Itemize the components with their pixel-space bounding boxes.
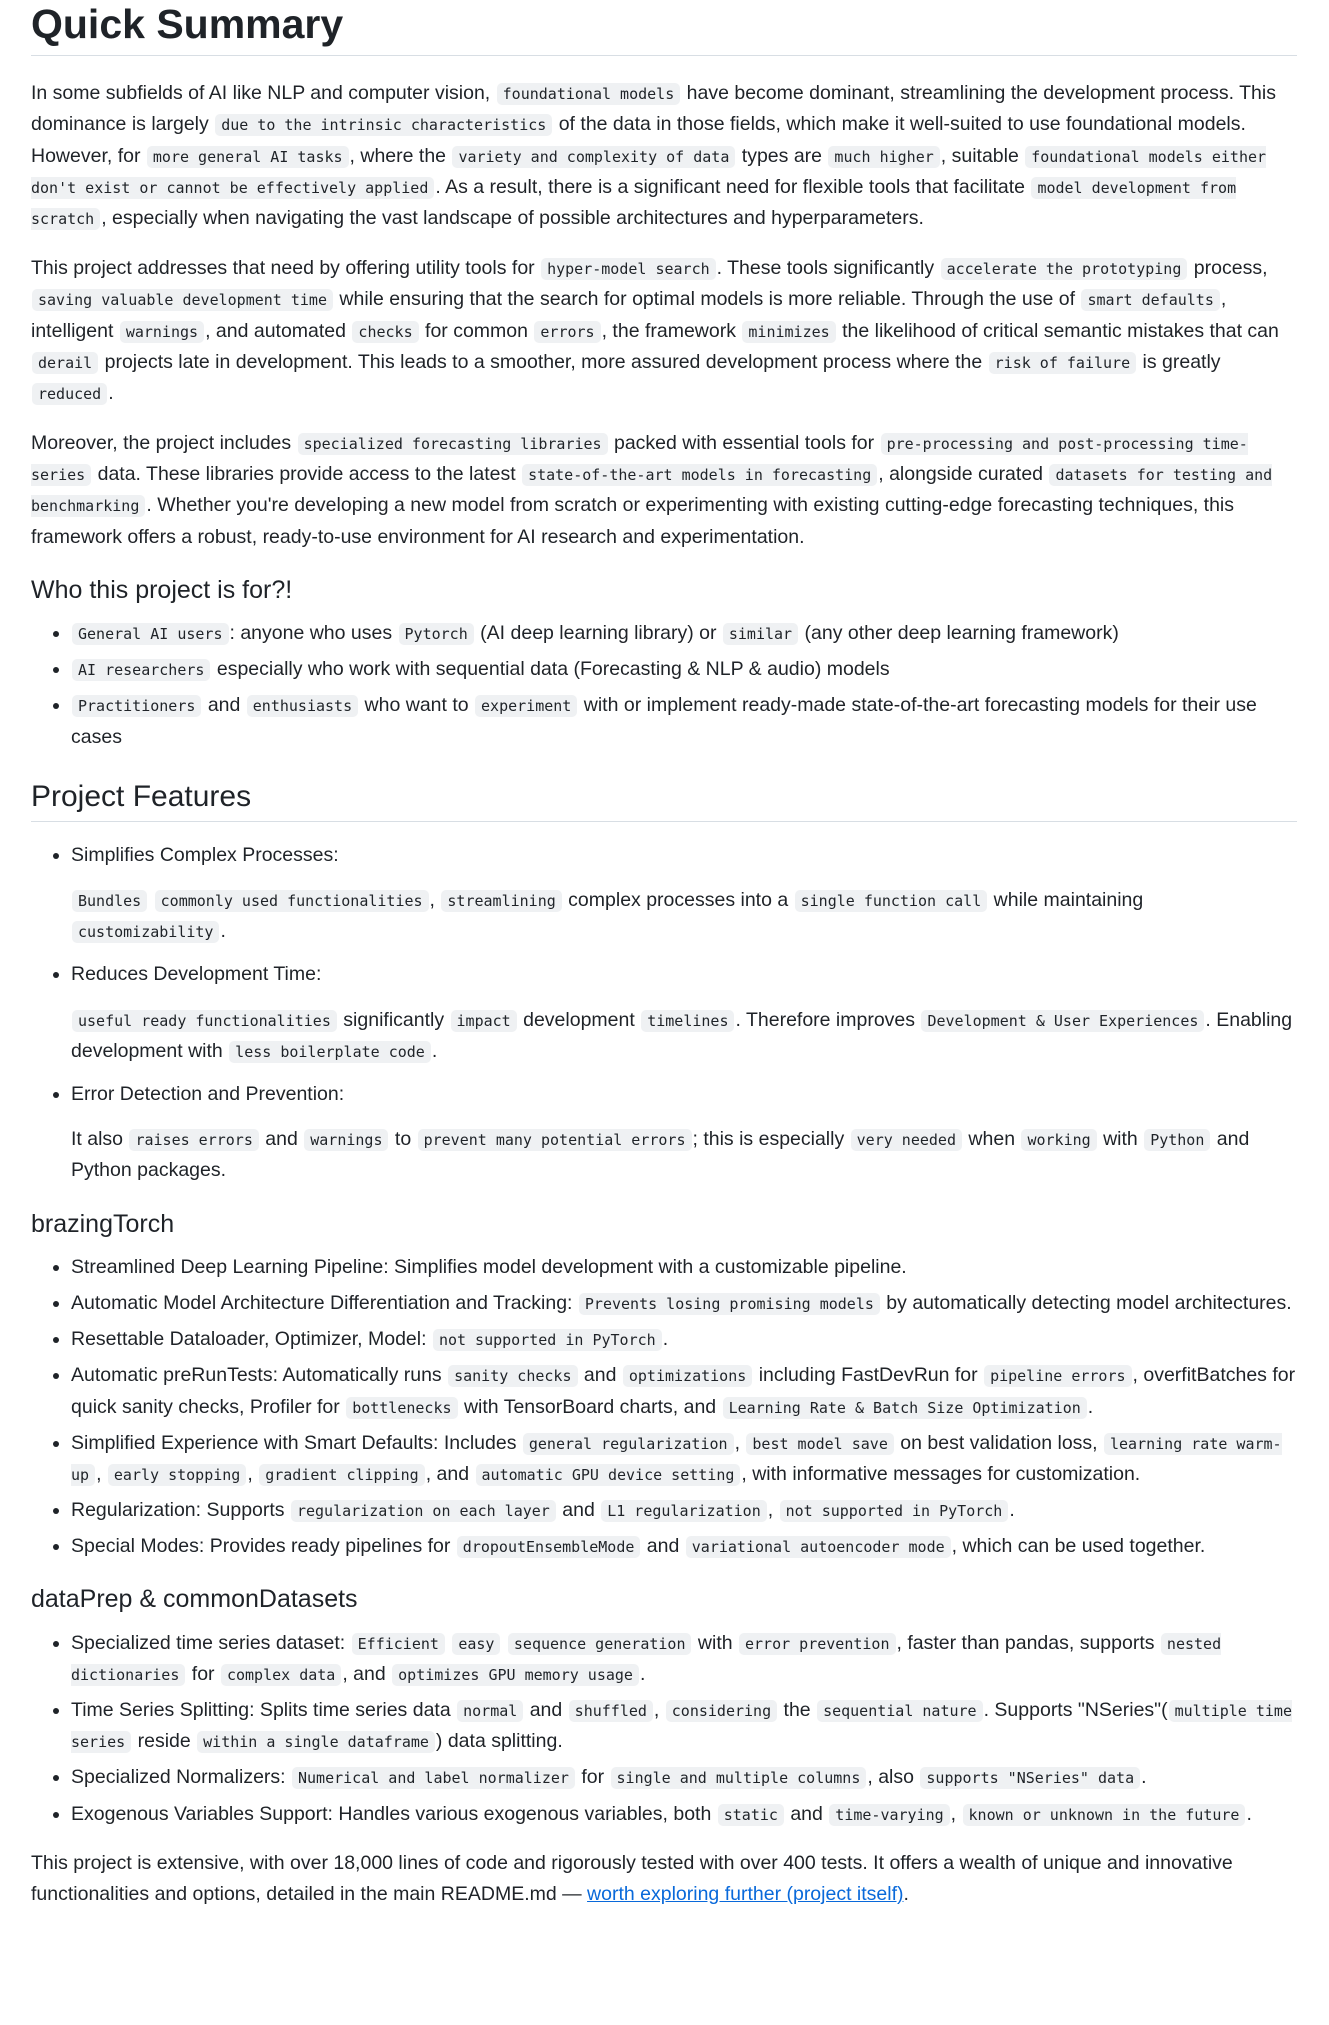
feature-description (71, 1124, 1297, 1186)
inline-code: similar (723, 623, 798, 645)
bold-label: Exogenous Variables Support: (71, 1802, 333, 1825)
text-run: who want to (359, 694, 475, 717)
inline-code: accelerate the prototyping (941, 258, 1188, 280)
text-run: , where the (349, 144, 452, 167)
text-run (286, 1766, 291, 1788)
bold-label: Special Modes: (71, 1535, 205, 1558)
inline-code: commonly used functionalities (155, 890, 429, 912)
text-run: for (575, 1766, 610, 1789)
text-run: ) data splitting. (435, 1730, 563, 1753)
inline-code: raises errors (129, 1129, 258, 1151)
inline-code: Numerical and label normalizer (292, 1767, 575, 1789)
text-run: with or implement ready-made state-of-the-art forecasting models for their use cases (71, 694, 1257, 748)
inline-code: checks (352, 321, 418, 343)
inline-code: state-of-the-art models in forecasting (522, 464, 877, 486)
inline-code: easy (452, 1633, 500, 1655)
brazingtorch-heading: brazingTorch (31, 1209, 175, 1238)
text-run: while ensuring that the search for optimal models is more reliable. Through the use of (333, 288, 1081, 311)
text-run: to (389, 1128, 417, 1151)
brazingtorch-list (31, 1252, 1297, 1563)
inline-code: useful ready functionalities (72, 1010, 337, 1032)
dataprep-list (31, 1628, 1297, 1830)
bold-label: Streamlined Deep Learning Pipeline: (71, 1255, 389, 1278)
text-run: when (963, 1128, 1021, 1151)
text-run (148, 889, 153, 911)
feature-item (71, 959, 1297, 1067)
inline-code: shuffled (569, 1700, 653, 1722)
inline-code: time-varying (829, 1804, 949, 1826)
feature-title: • Reduces Development Time: (71, 963, 322, 986)
inline-code: single function call (795, 890, 988, 912)
inline-code: very needed (851, 1129, 962, 1151)
who-for-heading: Who this project is for?! (31, 575, 293, 604)
text-run: . As a result, there is a significant need for flexible tools that facilitate (435, 175, 1031, 198)
inline-code: early stopping (108, 1464, 246, 1486)
text-run: , and (342, 1662, 392, 1685)
quick-summary-heading: Quick Summary (31, 0, 1297, 56)
inline-code: sequential nature (817, 1700, 983, 1722)
inline-code: not supported in PyTorch (433, 1329, 662, 1351)
text-run: Splits time series data (254, 1699, 457, 1722)
inline-code: specialized forecasting libraries (298, 433, 608, 455)
text-run: Supports (201, 1499, 290, 1522)
inline-code: multiple time series (71, 1702, 1292, 1752)
text-run: process, (1188, 257, 1268, 280)
inline-code: pre-processing and post-processing time-series (31, 435, 1248, 485)
text-run: types are (736, 144, 828, 167)
inline-code: enthusiasts (247, 695, 358, 717)
inline-code: experiment (475, 695, 577, 717)
text-run: . (220, 920, 226, 943)
brazingtorch-item (71, 1495, 1297, 1526)
text-run: of the data in those fields, which make it well-suited to use foundational models. However, for (31, 113, 1246, 167)
inline-code: streamlining (441, 890, 561, 912)
inline-code: supports "NSeries" data (920, 1767, 1140, 1789)
text-run: , (767, 1499, 779, 1522)
text-run: , with informative messages for customization. (741, 1462, 1141, 1485)
inline-code: gradient clipping (259, 1464, 425, 1486)
text-run: , which can be used together. (951, 1535, 1206, 1558)
dataprep-item (71, 1762, 1297, 1793)
feature-title: • Error Detection and Prevention: (71, 1082, 345, 1105)
text-run: : anyone who uses (229, 622, 398, 645)
text-run: for common (419, 319, 534, 342)
feature-description (71, 885, 1297, 947)
text-run: . Supports "NSeries"( (983, 1699, 1168, 1722)
inline-code: regularization on each layer (291, 1500, 556, 1522)
inline-code: warnings (120, 321, 204, 343)
bold-label: Simplified Experience with Smart Defaults: (71, 1431, 439, 1454)
inline-code: Pytorch (399, 623, 474, 645)
inline-code: automatic GPU device setting (476, 1464, 741, 1486)
bold-label: Automatic Model Architecture Differentiation and Tracking: (71, 1291, 573, 1314)
inline-code: much higher (828, 146, 939, 168)
text-run: and Python packages. (71, 1128, 1250, 1182)
bold-label: Time Series Splitting: (71, 1699, 255, 1722)
text-run: for (186, 1662, 220, 1685)
summary-paragraph-1 (31, 78, 1297, 234)
text-run: It also (71, 1128, 129, 1151)
text-run: , (96, 1462, 107, 1485)
text-run: , (950, 1802, 962, 1825)
text-run: . (1087, 1395, 1094, 1418)
text-run: , alongside curated (878, 463, 1049, 486)
inline-code: considering (666, 1700, 777, 1722)
features-list (31, 840, 1297, 1187)
text-run: complex processes into a (562, 889, 794, 911)
inline-code: Bundles (72, 890, 147, 912)
dataprep-item (71, 1799, 1297, 1830)
text-run: projects late in development. This leads to a smoother, more assured development process where the (99, 350, 988, 373)
text-run: significantly (337, 1008, 450, 1031)
inline-code: General AI users (72, 623, 229, 645)
text-run: and (524, 1699, 568, 1722)
brazingtorch-item (71, 1531, 1297, 1562)
bold-label: Specialized Normalizers: (71, 1766, 286, 1789)
inline-code: optimizes GPU memory usage (392, 1664, 639, 1686)
dataprep-heading: dataPrep & commonDatasets (31, 1585, 358, 1614)
text-run: , especially when navigating the vast landscape of possible architectures and hyperparameters. (101, 206, 924, 229)
text-run: , suitable (940, 144, 1025, 167)
inline-code: derail (32, 352, 98, 374)
inline-code: single and multiple columns (611, 1767, 867, 1789)
inline-code: variational autoencoder mode (686, 1536, 951, 1558)
project-features-heading: Project Features (31, 779, 1297, 822)
text-run: with (692, 1631, 738, 1654)
text-run (345, 1632, 350, 1654)
text-run: with (1097, 1128, 1144, 1151)
project-link[interactable]: worth exploring further (project itself) (587, 1883, 904, 1905)
text-run: , (429, 889, 441, 911)
inline-code: foundational models (497, 83, 681, 105)
inline-code: sequence generation (508, 1633, 692, 1655)
inline-code: complex data (221, 1664, 341, 1686)
text-run: and (784, 1802, 829, 1825)
feature-title: • Simplifies Complex Processes: (71, 843, 339, 866)
feature-item (71, 840, 1297, 948)
inline-code: saving valuable development time (32, 289, 333, 311)
text-run (501, 1632, 506, 1654)
text-run: Moreover, the project includes (31, 432, 297, 455)
text-run: . (662, 1328, 669, 1351)
text-run: and (578, 1364, 622, 1387)
text-run: (AI deep learning library) or (474, 622, 722, 645)
inline-code: Efficient (352, 1633, 445, 1655)
text-run: development (517, 1008, 641, 1031)
inline-code: best model save (746, 1433, 893, 1455)
bold-label: Automatic preRunTests: (71, 1364, 279, 1387)
inline-code: normal (457, 1700, 523, 1722)
text-run: and (641, 1535, 685, 1558)
feature-item (71, 1079, 1297, 1187)
bold-label: unique and innovative functionalities and options (31, 1851, 1233, 1905)
text-run: especially who work with sequential data (Forecasting & NLP & audio) models (211, 658, 890, 681)
text-run: reside (132, 1730, 197, 1753)
inline-code: static (718, 1804, 784, 1826)
inline-code: minimizes (742, 321, 835, 343)
inline-code: learning rate warm-up (71, 1434, 1282, 1484)
inline-code: bottlenecks (346, 1397, 457, 1419)
inline-code: AI researchers (72, 659, 210, 681)
text-run: , and automated (205, 319, 352, 342)
text-run: . (108, 381, 114, 404)
inline-code: less boilerplate code (229, 1041, 431, 1063)
text-run: . Whether you're developing a new model from scratch or experimenting with existing cutting-edge forecasting techniques, this framework offers a robust, ready-to-use environment for AI research and experimentation. (31, 494, 1234, 548)
text-run: . (1246, 1802, 1252, 1825)
brazingtorch-item (71, 1360, 1297, 1422)
text-run: , faster than pandas, supports (896, 1631, 1160, 1654)
inline-code: within a single dataframe (197, 1731, 435, 1753)
brazingtorch-item (71, 1428, 1297, 1490)
text-run: and (556, 1499, 601, 1522)
brazingtorch-item (71, 1288, 1297, 1319)
inline-code: sanity checks (448, 1365, 577, 1387)
text-run: the (778, 1699, 817, 1722)
who-for-item (71, 690, 1297, 752)
text-run: packed with essential tools for (608, 432, 880, 455)
text-run: by automatically detecting model architectures. (880, 1291, 1292, 1314)
inline-code: error prevention (739, 1633, 896, 1655)
text-run (572, 1292, 577, 1314)
text-run: and (259, 1128, 304, 1151)
text-run: Provides ready pipelines for (204, 1535, 456, 1558)
bold-label: Resettable Dataloader, Optimizer, Model: (71, 1328, 427, 1351)
inline-code: timelines (641, 1010, 734, 1032)
text-run: . (1009, 1499, 1015, 1522)
text-run: on best validation loss, (894, 1431, 1103, 1454)
inline-code: not supported in PyTorch (780, 1500, 1009, 1522)
text-run: This project addresses that need by offering utility tools for (31, 257, 541, 280)
dataprep-item (71, 1695, 1297, 1757)
text-run: , also (867, 1766, 920, 1789)
text-run: ; this is especially (692, 1128, 850, 1151)
summary-paragraph-3 (31, 428, 1297, 553)
text-run: , and (425, 1462, 475, 1485)
summary-paragraph-2 (31, 253, 1297, 409)
inline-code: foundational models either don't exist or cannot be effectively applied (31, 147, 1267, 197)
inline-code: smart defaults (1081, 289, 1219, 311)
inline-code: more general AI tasks (147, 146, 349, 168)
text-run: . These tools significantly (716, 257, 940, 280)
inline-code: prevent many potential errors (418, 1129, 692, 1151)
text-run: . (639, 1662, 646, 1685)
who-for-item (71, 618, 1297, 649)
text-run: while maintaining (988, 889, 1144, 911)
inline-code: L1 regularization (601, 1500, 767, 1522)
text-run: with TensorBoard charts, and (458, 1395, 722, 1418)
inline-code: pipeline errors (984, 1365, 1131, 1387)
who-for-list (31, 618, 1297, 753)
inline-code: datasets for testing and benchmarking (31, 466, 1273, 516)
text-run: including FastDevRun for (753, 1364, 984, 1387)
inline-code: warnings (304, 1129, 388, 1151)
text-run: . (903, 1883, 909, 1905)
inline-code: Learning Rate & Batch Size Optimization (723, 1397, 1087, 1419)
inline-code: Python (1144, 1129, 1210, 1151)
text-run: This project is extensive, with over 18,000 lines of code and rigorously tested with over 400 tests. It offers a wealth of (31, 1851, 1044, 1874)
text-run: have become dominant, streamlining the development process. This dominance is largely (31, 82, 1276, 136)
inline-code: due to the intrinsic characteristics (215, 114, 552, 136)
feature-description (71, 1005, 1297, 1067)
closing-paragraph (31, 1848, 1297, 1910)
text-run: Simplifies model development with a customizable pipeline. (388, 1255, 907, 1278)
text-run (427, 1328, 432, 1350)
who-for-item (71, 654, 1297, 685)
brazingtorch-item (71, 1324, 1297, 1355)
text-run: (any other deep learning framework) (799, 622, 1119, 645)
inline-code: dropoutEnsembleMode (457, 1536, 641, 1558)
text-run: , intelligent (31, 288, 1227, 342)
inline-code: Practitioners (72, 695, 201, 717)
inline-code: impact (451, 1010, 517, 1032)
inline-code: errors (534, 321, 600, 343)
text-run: . Therefore improves (735, 1008, 921, 1031)
text-run: data. These libraries provide access to the latest (92, 463, 522, 486)
bold-label: Regularization: (71, 1499, 202, 1522)
inline-code: variety and complexity of data (452, 146, 735, 168)
text-run: Automatically runs (278, 1364, 448, 1387)
text-run: , the framework (601, 319, 742, 342)
text-run: is greatly (1137, 350, 1221, 373)
text-run: . Enabling development with (71, 1008, 1293, 1062)
inline-code: optimizations (623, 1365, 752, 1387)
text-run (446, 1632, 451, 1654)
text-run: the likelihood of critical semantic mistakes that can (836, 319, 1279, 342)
inline-code: Prevents losing promising models (579, 1293, 880, 1315)
text-run: . (431, 1039, 438, 1062)
dataprep-item (71, 1628, 1297, 1690)
inline-code: risk of failure (989, 352, 1136, 374)
inline-code: known or unknown in the future (963, 1804, 1246, 1826)
text-run: , overfitBatches for quick sanity checks, Profiler for (71, 1364, 1296, 1418)
text-run: and (202, 694, 246, 717)
inline-code: reduced (32, 383, 107, 405)
inline-code: hyper-model search (541, 258, 716, 280)
text-run: . (1141, 1766, 1147, 1789)
bold-label: Specialized time series dataset: (71, 1631, 346, 1654)
text-run: , (653, 1699, 665, 1722)
brazingtorch-item (71, 1252, 1297, 1283)
inline-code: model development from scratch (31, 178, 1237, 228)
text-run: , (247, 1462, 259, 1485)
inline-code: Development & User Experiences (921, 1010, 1204, 1032)
inline-code: nested dictionaries (71, 1634, 1222, 1684)
text-run: In some subfields of AI like NLP and computer vision, (31, 82, 496, 105)
text-run: Includes (438, 1431, 522, 1454)
text-run: Handles various exogenous variables, both (332, 1802, 717, 1825)
text-run: , detailed in the main README.md — (255, 1883, 588, 1905)
inline-code: general regularization (523, 1433, 734, 1455)
text-run: , (734, 1431, 746, 1454)
inline-code: working (1021, 1129, 1096, 1151)
inline-code: customizability (72, 921, 219, 943)
